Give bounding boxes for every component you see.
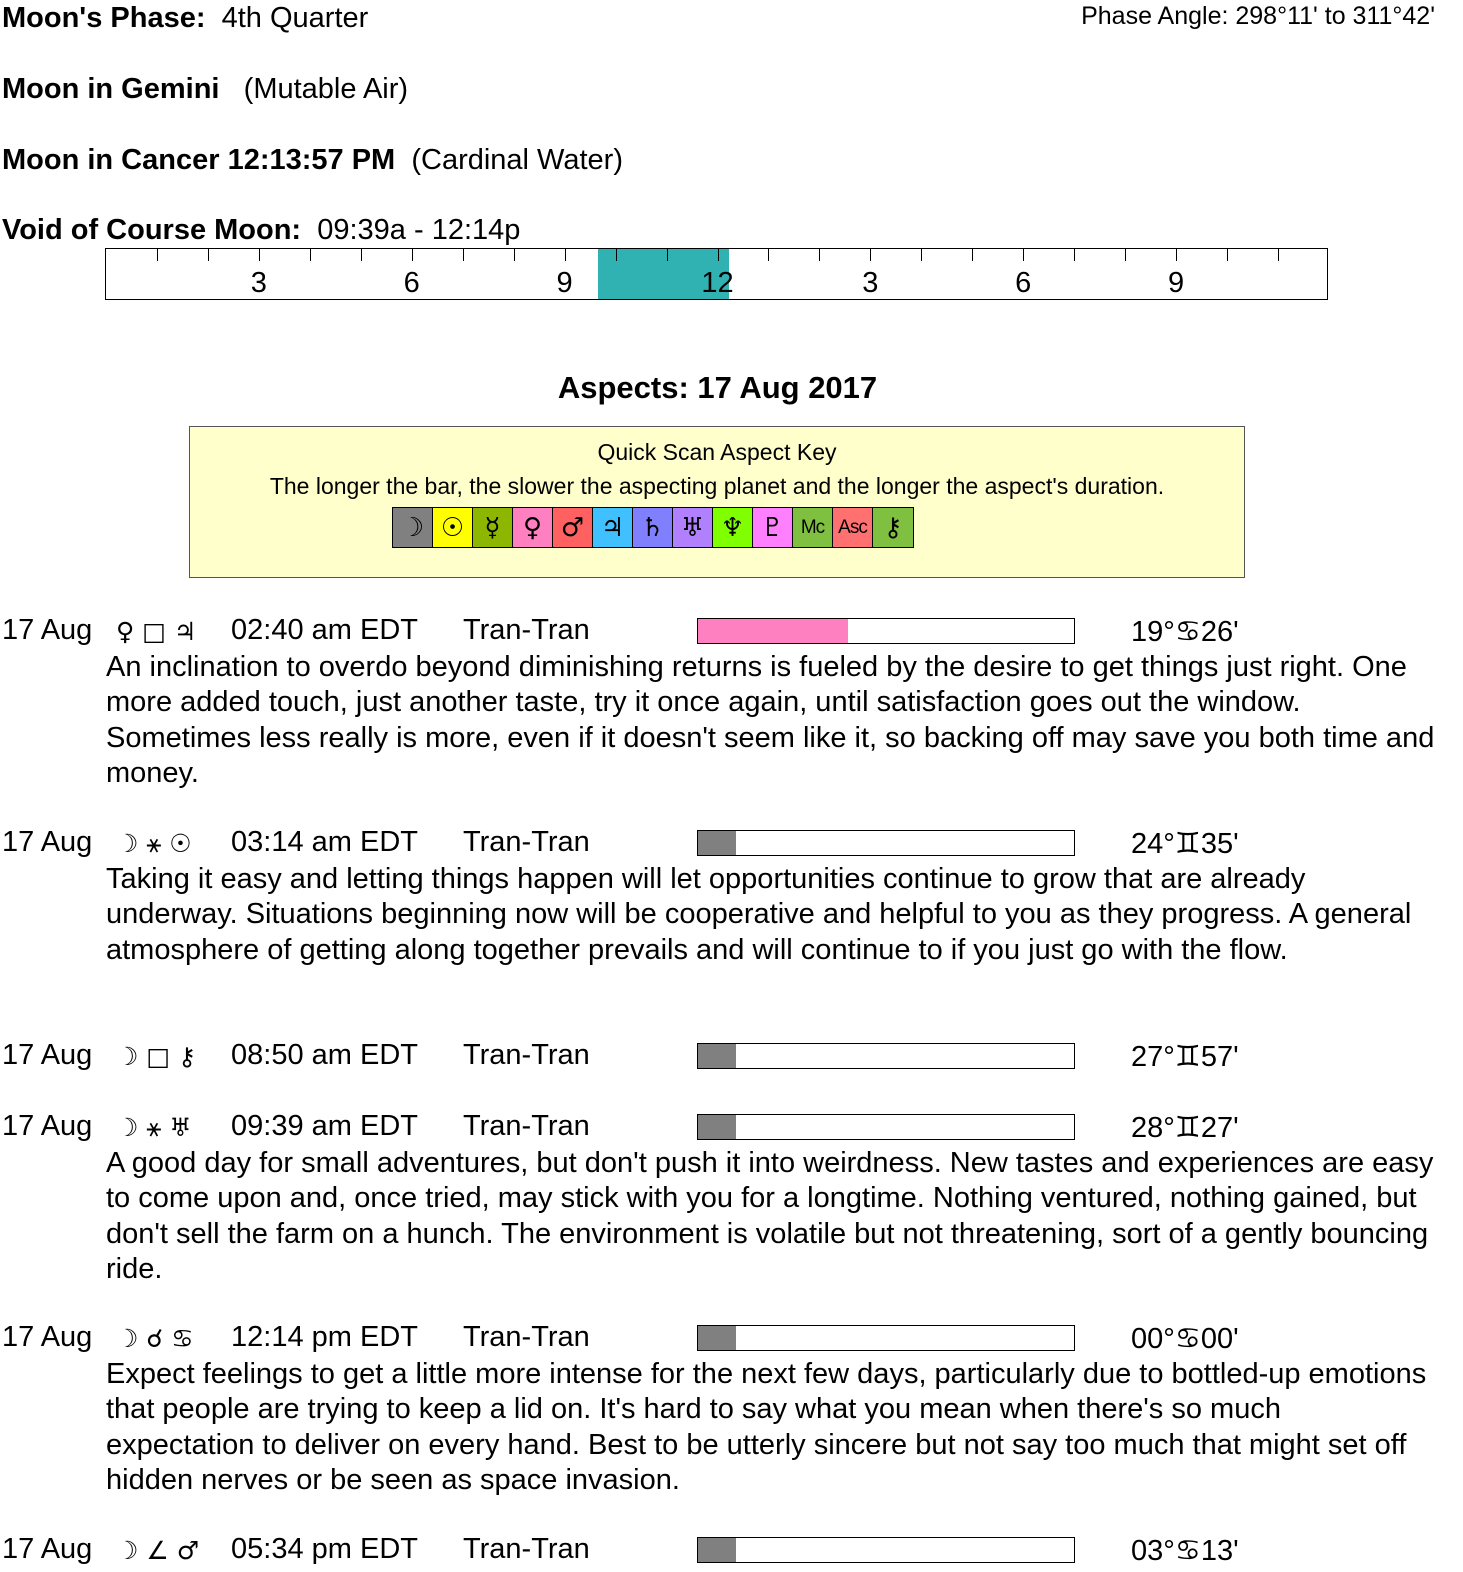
voc-label: Void of Course Moon:: [2, 214, 302, 246]
timeline-tick: [157, 249, 158, 261]
timeline-tick: [1227, 249, 1228, 261]
aspect-duration-fill: [698, 619, 848, 643]
timeline-hour-label: 6: [403, 267, 420, 299]
aspect-duration-bar: [697, 830, 1075, 856]
aspect-position: 19°♋26': [1131, 616, 1239, 648]
aspect-type: Tran-Tran: [463, 826, 590, 858]
sun-icon: ☉: [433, 508, 473, 547]
timeline-hour-label: 3: [250, 267, 267, 299]
timeline-tick: [1023, 249, 1024, 261]
quick-scan-key: [189, 426, 1245, 578]
aspect-time: 02:40 am EDT: [231, 614, 418, 646]
aspect-header-line: [0, 1533, 1463, 1569]
aspect-header-line: [0, 1039, 1463, 1075]
aspect-duration-fill: [698, 1326, 736, 1350]
aspect-date: 17 Aug: [2, 1321, 93, 1353]
aspect-position: 03°♋13': [1131, 1535, 1239, 1567]
aspect-time: 05:34 pm EDT: [231, 1533, 418, 1565]
mercury-icon: ☿: [473, 508, 513, 547]
voc-timeline: [105, 248, 1328, 300]
aspect-date: 17 Aug: [2, 1110, 93, 1142]
aspect-position: 00°♋00': [1131, 1323, 1239, 1355]
ascendant-icon: Asc: [833, 508, 873, 547]
timeline-tick: [514, 249, 515, 261]
timeline-tick: [972, 249, 973, 261]
aspect-entry: [0, 826, 1463, 968]
aspect-duration-bar: [697, 1537, 1075, 1563]
aspect-type: Tran-Tran: [463, 614, 590, 646]
aspect-duration-fill: [698, 831, 736, 855]
aspect-duration-fill: [698, 1044, 736, 1068]
timeline-tick: [1125, 249, 1126, 261]
jupiter-icon: ♃: [593, 508, 633, 547]
aspect-symbols: ☽ ∠ ♂: [116, 1536, 200, 1565]
aspect-symbols: ♀ □ ♃: [116, 617, 197, 646]
moon-phase-label: Moon's Phase:: [2, 2, 206, 34]
aspect-symbols: ☽ ⚹ ☉: [116, 829, 192, 858]
aspect-header-line: [0, 826, 1463, 862]
aspect-description: An inclination to overdo beyond diminishing returns is fueled by the desire to get things just right. One more added touch, just another taste, try it once again, until satisfaction goes out the window. Sometimes less really is more, even if it doesn't seem like it, so backing off may save you both time and money.: [106, 651, 1435, 790]
aspect-date: 17 Aug: [2, 1533, 93, 1565]
aspect-date: 17 Aug: [2, 1039, 93, 1071]
saturn-icon: ♄: [633, 508, 673, 547]
aspect-time: 12:14 pm EDT: [231, 1321, 418, 1353]
timeline-tick: [1176, 249, 1177, 261]
timeline-tick: [718, 249, 719, 261]
aspect-entry: [0, 1039, 1463, 1075]
chiron-icon: ⚷: [873, 508, 913, 547]
moon-sign-2: Moon in Cancer 12:13:57 PM: [2, 144, 396, 176]
aspect-position: 27°♊57': [1131, 1041, 1239, 1073]
aspect-position: 24°♊35': [1131, 828, 1239, 860]
aspect-entry: [0, 1321, 1463, 1499]
aspect-time: 09:39 am EDT: [231, 1110, 418, 1142]
timeline-tick: [565, 249, 566, 261]
timeline-hour-label: 12: [701, 267, 734, 299]
aspect-description: Taking it easy and letting things happen will let opportunities continue to grow that are already underway. Situations beginning now will be cooperative and helpful to you as they progress. A general atmosphere of getting along together prevails and will continue to if you just go with the flow.: [106, 863, 1412, 966]
moon-phase-value: 4th Quarter: [221, 2, 369, 34]
aspect-description: A good day for small adventures, but don't push it into weirdness. New tastes and experiences are easy to come upon and, once tried, may stick with you for a longtime. Nothing ventured, nothing gained, but don't sell the farm on a hunch. The environment is volatile but not threatening, sort of a gently bouncing ride.: [106, 1147, 1434, 1286]
aspect-date: 17 Aug: [2, 826, 93, 858]
aspect-symbols: ☽ □ ⚷: [116, 1042, 197, 1071]
timeline-tick: [412, 249, 413, 261]
aspect-description: Expect feelings to get a little more intense for the next few days, particularly due to bottled-up emotions that people are trying to keep a lid on. It's hard to say what you mean when there's so much expectation to deliver on every hand. Best to be utterly sincere but not say too much that might set off hidden nerves or be seen as space invasion.: [106, 1358, 1427, 1497]
moon-element-2: (Cardinal Water): [411, 144, 623, 176]
aspect-entry: [0, 1533, 1463, 1569]
aspect-entry: [0, 614, 1463, 792]
aspect-type: Tran-Tran: [463, 1039, 590, 1071]
key-description: The longer the bar, the slower the aspecting planet and the longer the aspect's duration.: [269, 473, 1165, 499]
midheaven-icon: Mc: [793, 508, 833, 547]
moon-icon: ☽: [393, 508, 433, 547]
pluto-icon: ♇: [753, 508, 793, 547]
aspect-duration-bar: [697, 618, 1075, 644]
timeline-hour-label: 9: [556, 267, 573, 299]
moon-sign-line-1: [2, 73, 408, 106]
timeline-hour-label: 9: [1168, 267, 1185, 299]
aspect-type: Tran-Tran: [463, 1321, 590, 1353]
aspect-position: 28°♊27': [1131, 1112, 1239, 1144]
venus-icon: ♀: [513, 508, 553, 547]
timeline-tick: [616, 249, 617, 261]
aspect-duration-bar: [697, 1114, 1075, 1140]
timeline-tick: [208, 249, 209, 261]
aspect-time: 08:50 am EDT: [231, 1039, 418, 1071]
aspect-duration-fill: [698, 1538, 736, 1562]
timeline-tick: [819, 249, 820, 261]
aspect-symbols: ☽ ☌ ♋: [116, 1324, 194, 1353]
aspect-header-line: [0, 1110, 1463, 1146]
aspect-type: Tran-Tran: [463, 1110, 590, 1142]
timeline-hour-label: 6: [1015, 267, 1032, 299]
timeline-tick: [870, 249, 871, 261]
key-title: Quick Scan Aspect Key: [597, 439, 837, 465]
aspect-entry: [0, 1110, 1463, 1288]
timeline-tick: [361, 249, 362, 261]
timeline-tick: [259, 249, 260, 261]
timeline-tick: [463, 249, 464, 261]
aspect-type: Tran-Tran: [463, 1533, 590, 1565]
moon-sign-line-2: [2, 144, 623, 177]
timeline-tick: [921, 249, 922, 261]
moon-phase-line: [2, 2, 368, 35]
timeline-tick: [768, 249, 769, 261]
aspect-symbols: ☽ ⚹ ♅: [116, 1113, 192, 1142]
key-color-strip: [392, 507, 914, 548]
timeline-tick: [667, 249, 668, 261]
voc-value: 09:39a - 12:14p: [317, 214, 521, 246]
uranus-icon: ♅: [673, 508, 713, 547]
timeline-tick: [1074, 249, 1075, 261]
moon-sign-1: Moon in Gemini: [2, 73, 220, 105]
neptune-icon: ♆: [713, 508, 753, 547]
aspect-header-line: [0, 1321, 1463, 1357]
moon-element-1: (Mutable Air): [243, 73, 409, 105]
timeline-hour-label: 3: [862, 267, 879, 299]
aspect-time: 03:14 am EDT: [231, 826, 418, 858]
aspect-duration-fill: [698, 1115, 736, 1139]
timeline-tick: [310, 249, 311, 261]
aspect-date: 17 Aug: [2, 614, 93, 646]
timeline-tick: [1278, 249, 1279, 261]
aspect-duration-bar: [697, 1043, 1075, 1069]
void-of-course-line: [2, 214, 520, 247]
aspects-title: Aspects: 17 Aug 2017: [557, 370, 878, 405]
aspect-duration-bar: [697, 1325, 1075, 1351]
mars-icon: ♂: [553, 508, 593, 547]
phase-angle: Phase Angle: 298°11' to 311°42': [1081, 2, 1435, 30]
aspect-header-line: [0, 614, 1463, 650]
